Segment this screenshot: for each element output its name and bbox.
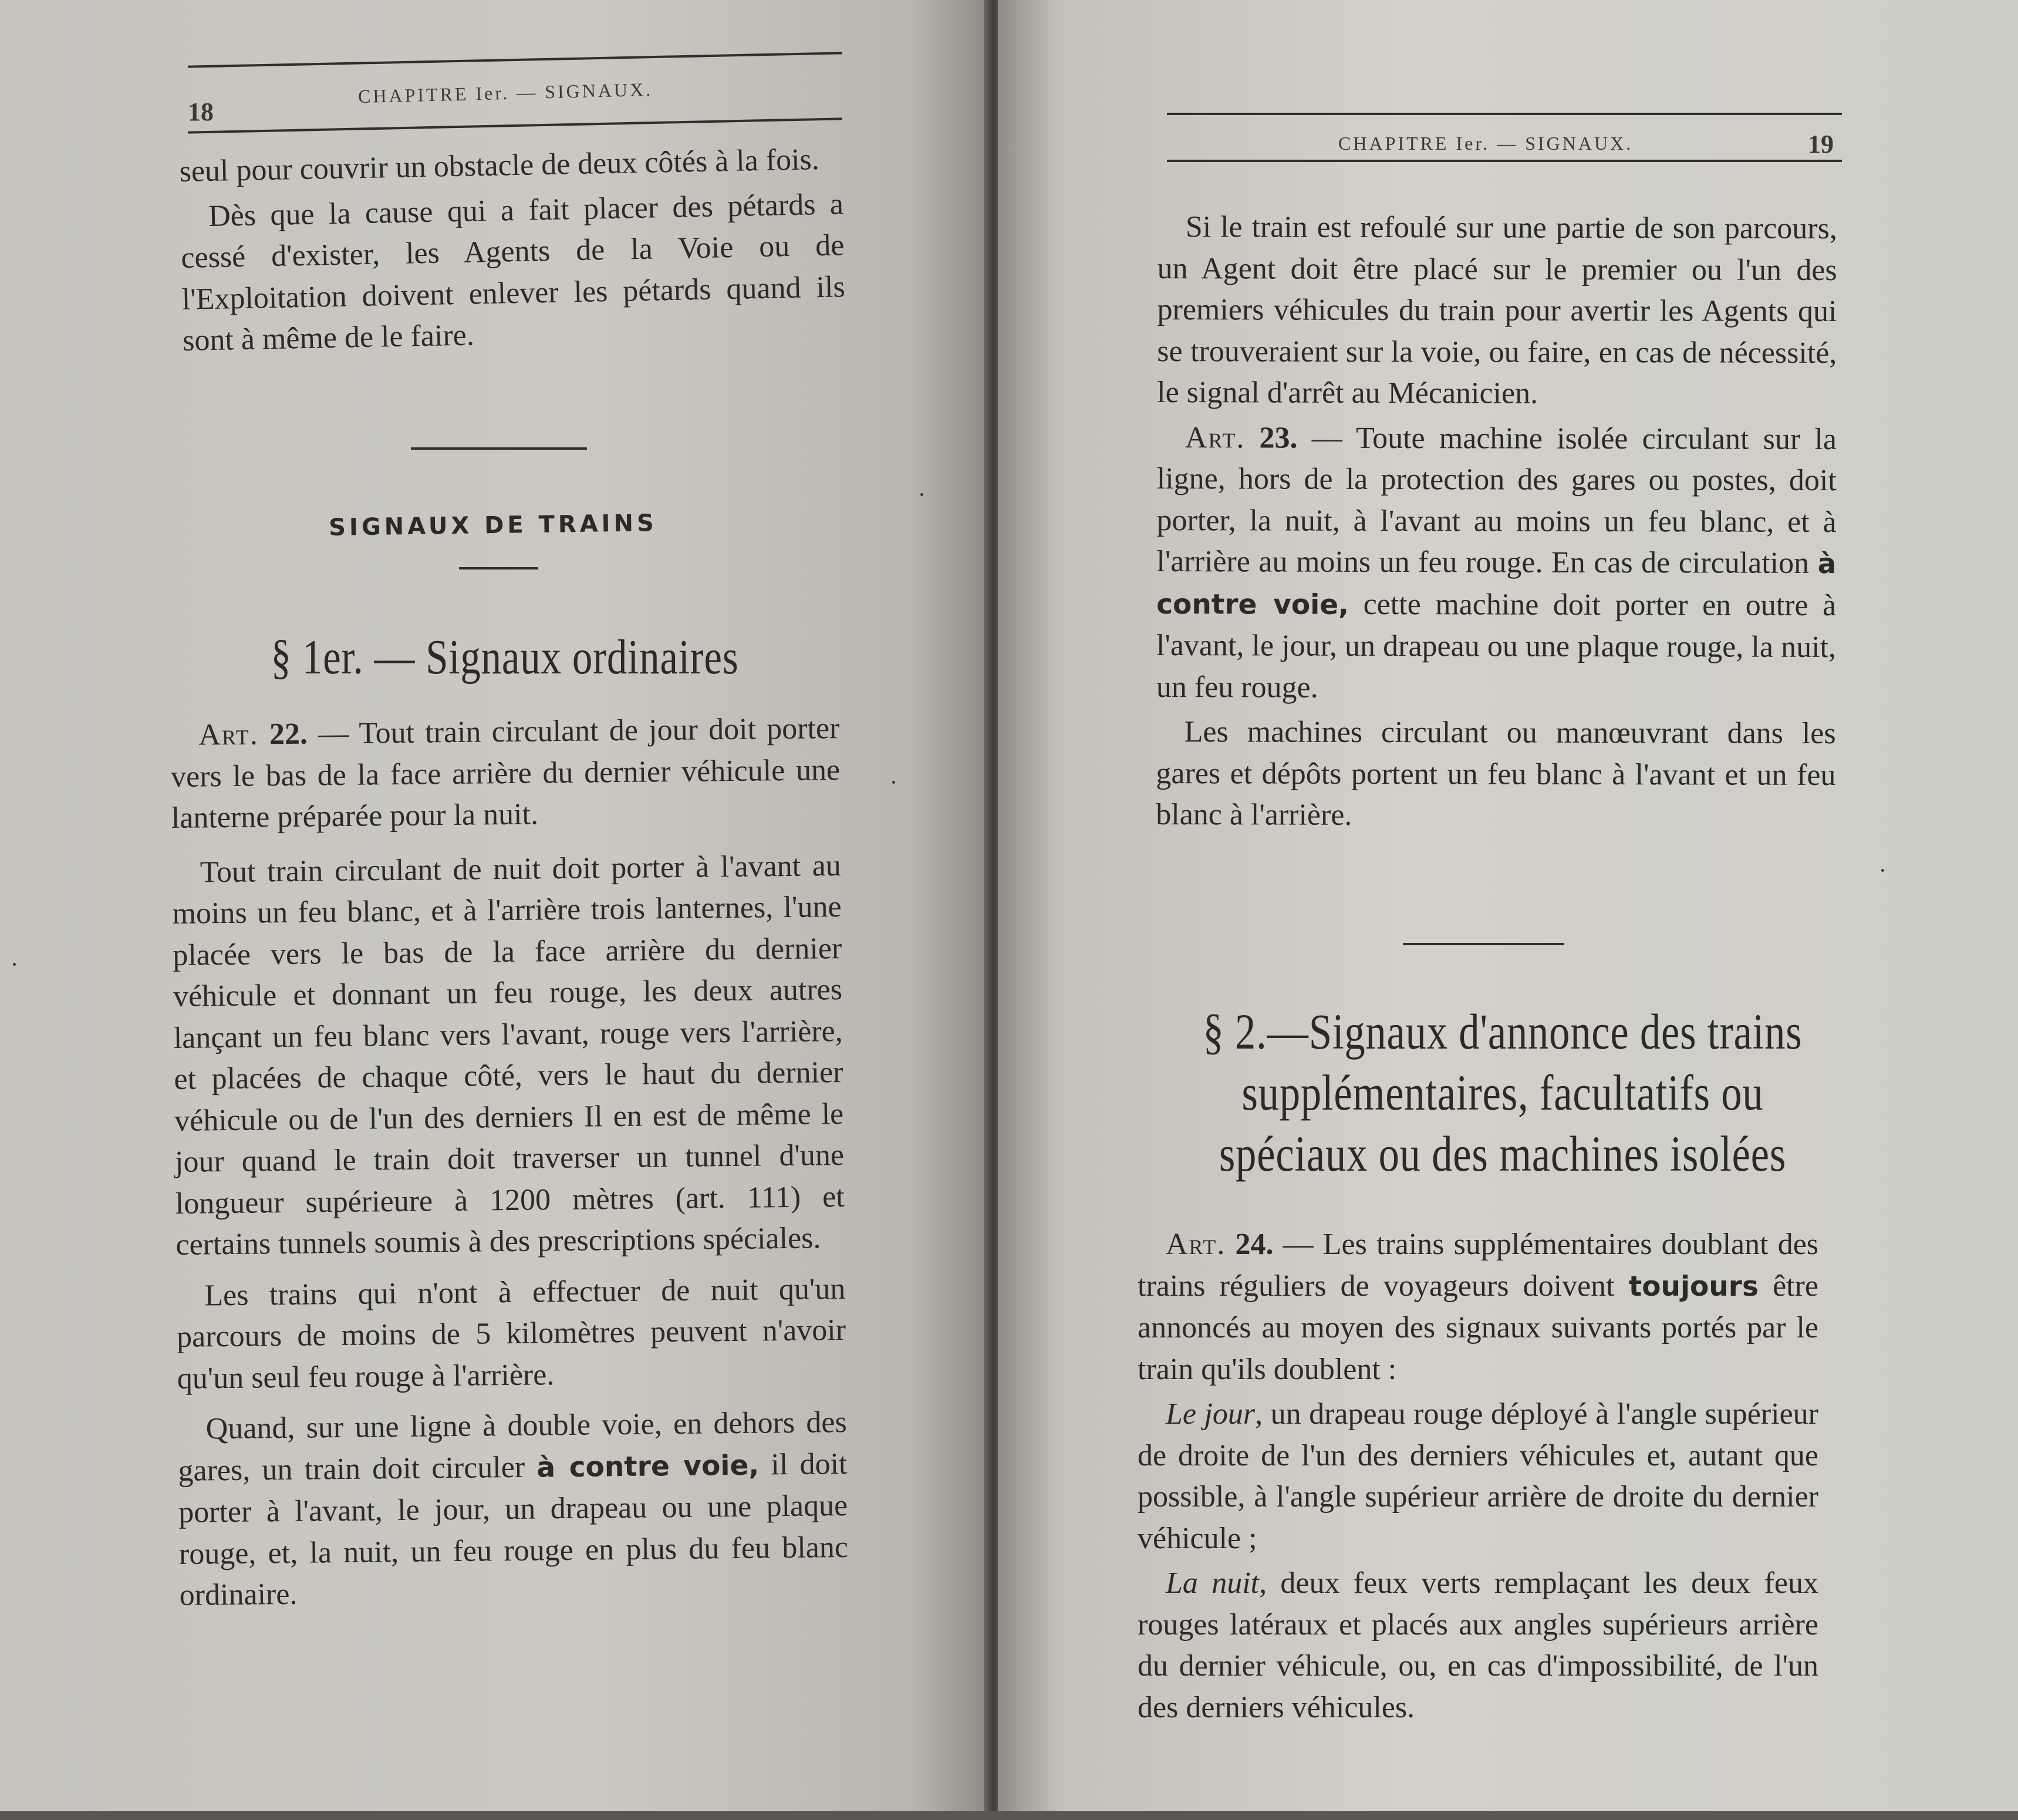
section-title: § 2.—Signaux d'annonce des trains supplémentaires, facultatifs ou spéciaux ou des machines isolées xyxy=(1203,1003,1803,1182)
paragraph: Si le train est refoulé sur une partie de son parcours, un Agent doit être placé sur le premier ou l'un des premiers véhicules du train pour avertir les Agents qui se trouveraient sur la voie, ou faire, en cas de nécessité, le signal d'arrêt au Mécanicien. xyxy=(1157,210,1837,410)
article-text: être annoncés au moyen des signaux suivants portés par le train qu'ils doublent : xyxy=(1138,1269,1818,1386)
section-title: § 1er. — Signaux ordinaires xyxy=(271,630,739,685)
separator-rule xyxy=(411,447,587,450)
speck xyxy=(1881,869,1884,872)
italic-lead: Le jour xyxy=(1166,1397,1256,1431)
article-number: 24. xyxy=(1235,1228,1274,1261)
article-text: — Tout train circulant de jour doit porter vers le bas de la face arrière du dernier véhicule une lanterne préparée pour la nuit. xyxy=(170,712,841,835)
article-text: — Les trains supplémentaires doublant des trains réguliers de voyageurs doivent xyxy=(1138,1228,1819,1303)
paragraph: seul pour couvrir un obstacle de deux côtés à la fois. xyxy=(179,143,820,188)
speck xyxy=(13,963,16,966)
paragraph-text: , un drapeau rouge déployé à l'angle supérieur de droite de l'un des derniers véhicules et, autant que possible, à l'angle supérieur arrière de droite du dernier véhicule ; xyxy=(1138,1397,1818,1555)
emphasis: toujours xyxy=(1628,1270,1759,1303)
separator-rule xyxy=(1403,943,1564,945)
running-head-rule-top xyxy=(188,52,842,68)
article-24 xyxy=(1138,1224,1818,1390)
paragraph: Les trains qui n'ont à effectuer de nuit qu'un parcours de moins de 5 kilomètres peuvent n'avoir qu'un seul feu rouge à l'arrière. xyxy=(176,1272,846,1396)
article-label: Art. xyxy=(198,717,259,752)
article-label: Art. xyxy=(1185,420,1246,454)
emphasis: à contre voie, xyxy=(536,1449,760,1484)
paragraph-text: Quand, sur une ligne à double voie, en dehors des gares, un train doit circuler xyxy=(178,1405,847,1488)
italic-lead: La nuit xyxy=(1166,1566,1260,1600)
article-text: cette machine doit porter en outre à l'avant, le jour, un drapeau ou une plaque rouge, la nuit, un feu rouge. xyxy=(1156,587,1837,705)
running-head-rule-bottom xyxy=(1167,160,1842,162)
running-head-title: CHAPITRE Ier. — SIGNAUX. xyxy=(357,78,653,107)
bottom-edge xyxy=(0,1811,2018,1820)
article-text: — Toute machine isolée circulant sur la ligne, hors de la protection des gares ou postes, doit porter, la nuit, à l'avant au moins un feu blanc, et à l'arrière au moins un feu rouge. En cas de circulation xyxy=(1156,421,1837,580)
speck xyxy=(892,781,895,784)
running-head-title: CHAPITRE Ier. — SIGNAUX. xyxy=(1338,133,1634,154)
paragraph: Tout train circulant de nuit doit porter à l'avant au moins un feu blanc, et à l'arrière trois lanternes, l'une placée vers le bas de la face arrière du dernier véhicule et donnant un feu rouge, les deux autres lançant un feu blanc vers l'avant, rouge vers l'arrière, et placées de chaque côté, vers le haut du dernier véhicule ou de l'un des derniers Il en est de même le jour quand le train doit traverser un tunnel d'une longueur supérieure à 1200 mètres (art. 111) et certains tunnels soumis à des prescriptions spéciales. xyxy=(172,848,845,1262)
right-body-text-top xyxy=(1156,207,1837,841)
left-body-text xyxy=(170,708,849,1620)
section-heading-caps: SIGNAUX DE TRAINS xyxy=(328,510,658,541)
separator-rule xyxy=(459,567,538,569)
speck xyxy=(920,493,923,496)
page-number: 19 xyxy=(1808,130,1834,159)
article-23 xyxy=(1156,417,1837,710)
paragraph: Dès que la cause qui a fait placer des pétards a cessé d'exister, les Agents de la Voie ou de l'Exploitation doivent enlever les pétards quand ils sont à même de le faire. xyxy=(180,187,846,358)
right-body-text-bottom xyxy=(1138,1224,1818,1732)
paragraph-text: il doit porter à l'avant, le jour, un drapeau ou une plaque rouge, et, la nuit, un feu rouge en plus du feu blanc ordinaire. xyxy=(178,1447,849,1612)
paragraph-text: , deux feux verts remplaçant les deux feux rouges latéraux et placés aux angles supérieurs arrière du dernier véhicule, ou, en cas d'impossibilité, de l'un des derniers véhicules. xyxy=(1138,1566,1818,1724)
left-opening-text xyxy=(179,139,846,365)
emphasis: à contre voie, xyxy=(1156,547,1837,621)
article-label: Art. xyxy=(1166,1228,1226,1261)
page-number: 18 xyxy=(188,97,214,126)
article-number: 23. xyxy=(1259,420,1298,455)
left-page xyxy=(0,0,988,1820)
running-head-rule-bottom xyxy=(188,117,842,133)
paragraph xyxy=(177,1402,849,1616)
paragraph-jour xyxy=(1138,1394,1818,1559)
article-number: 22. xyxy=(269,717,308,751)
paragraph-nuit xyxy=(1138,1563,1818,1728)
paragraph: Les machines circulant ou manœuvrant dans les gares et dépôts portent un feu blanc à l'avant et un feu blanc à l'arrière. xyxy=(1156,715,1836,832)
running-head-rule-top xyxy=(1167,113,1842,115)
article-22 xyxy=(170,708,841,839)
right-page xyxy=(998,0,2018,1820)
